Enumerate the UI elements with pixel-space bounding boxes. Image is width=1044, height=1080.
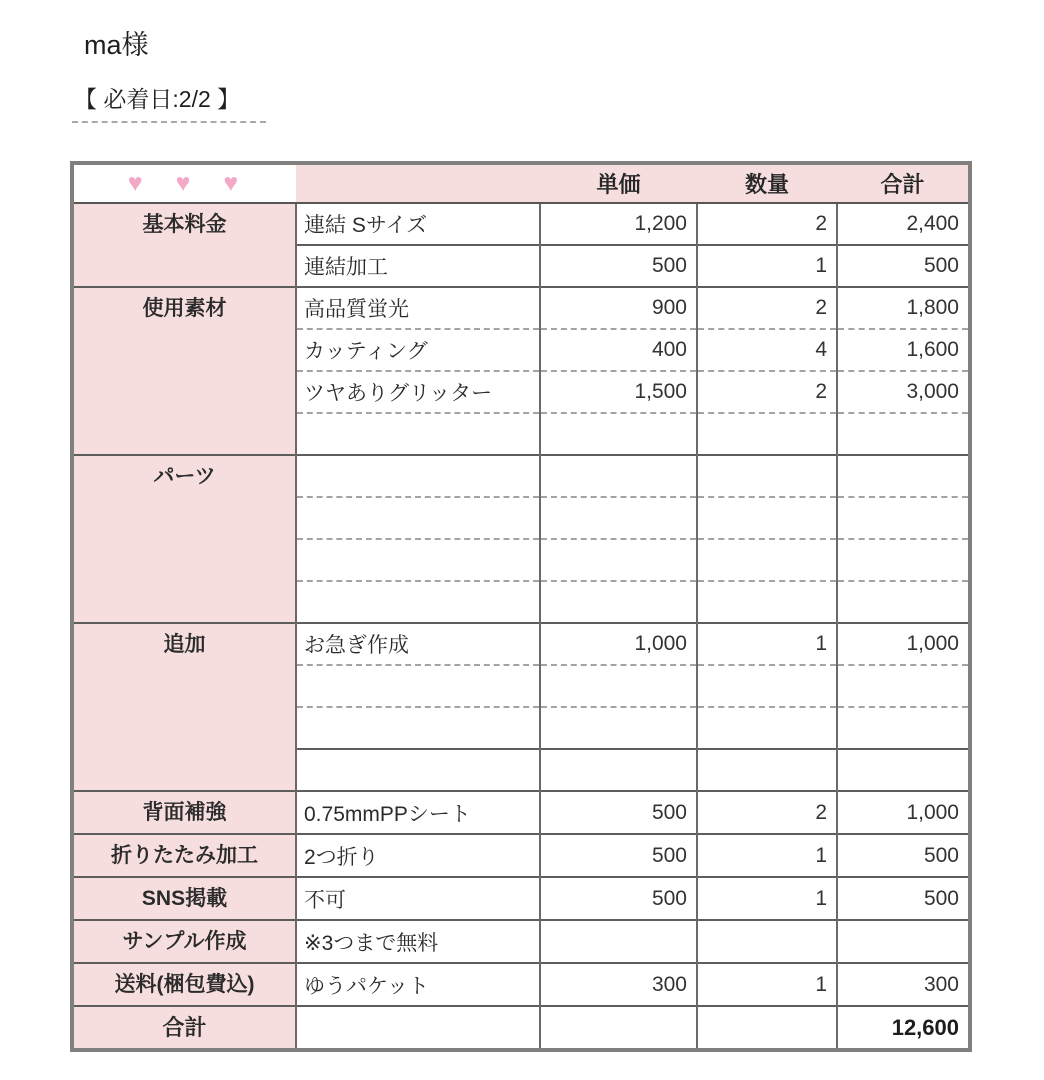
total-cell: 1,000 [837,623,970,665]
item-cell: 2つ折り [296,834,540,877]
qty-cell: 1 [697,877,837,920]
qty-cell [697,413,837,455]
unit-price-cell: 1,500 [540,371,697,413]
grand-total-row [72,1006,970,1050]
item-cell: 連結加工 [296,245,540,287]
table-row [72,287,970,329]
total-cell [837,665,970,707]
category-cell: サンプル作成 [72,920,296,963]
category-cell: 使用素材 [72,287,296,455]
unit-price-cell: 500 [540,877,697,920]
table-header-row [72,163,970,203]
item-cell: お急ぎ作成 [296,623,540,665]
item-cell [296,749,540,791]
unit-price-cell: 500 [540,791,697,834]
total-cell [837,455,970,497]
total-cell [837,920,970,963]
table-row [72,203,970,245]
total-cell [837,539,970,581]
item-cell: ※3つまで無料 [296,920,540,963]
unit-price-cell: 500 [540,834,697,877]
total-cell: 3,000 [837,371,970,413]
total-cell: 300 [837,963,970,1006]
item-cell [296,413,540,455]
deadline-date: 【 必着日:2/2 】 [72,84,266,123]
qty-cell [697,707,837,749]
unit-price-cell [540,665,697,707]
table-row [72,963,970,1006]
table-row [72,877,970,920]
qty-cell: 2 [697,203,837,245]
table-row [72,834,970,877]
unit-price-cell [540,413,697,455]
col-header-qty: 数量 [697,163,837,203]
item-cell: 連結 Sサイズ [296,203,540,245]
category-cell: SNS掲載 [72,877,296,920]
qty-cell [697,539,837,581]
price-table-body [72,203,970,1050]
qty-cell [697,497,837,539]
item-cell [296,665,540,707]
unit-price-cell: 1,200 [540,203,697,245]
unit-price-cell [540,539,697,581]
table-row [72,455,970,497]
unit-price-cell [540,749,697,791]
item-cell [296,581,540,623]
col-header-unit-price: 単価 [540,163,697,203]
unit-price-cell: 1,000 [540,623,697,665]
unit-price-cell [540,455,697,497]
qty-cell [697,665,837,707]
heart-icon: ♥ ♥ ♥ [127,169,243,197]
item-cell [296,539,540,581]
item-cell: 高品質蛍光 [296,287,540,329]
qty-cell: 2 [697,371,837,413]
grand-total-label: 合計 [72,1006,296,1050]
qty-cell: 1 [697,963,837,1006]
item-cell: ツヤありグリッター [296,371,540,413]
qty-cell [697,920,837,963]
unit-price-cell: 300 [540,963,697,1006]
category-cell: 背面補強 [72,791,296,834]
unit-price-cell: 900 [540,287,697,329]
qty-cell: 4 [697,329,837,371]
unit-price-cell: 500 [540,245,697,287]
item-cell: ゆうパケット [296,963,540,1006]
total-cell: 500 [837,245,970,287]
total-cell: 2,400 [837,203,970,245]
qty-cell: 1 [697,834,837,877]
unit-price-cell [540,1006,697,1050]
qty-cell [697,1006,837,1050]
category-cell: 追加 [72,623,296,791]
total-cell [837,707,970,749]
item-cell: 不可 [296,877,540,920]
category-cell: 送料(梱包費込) [72,963,296,1006]
qty-cell: 2 [697,287,837,329]
hearts-header-cell [72,163,296,203]
table-row [72,791,970,834]
total-cell [837,497,970,539]
total-cell: 500 [837,877,970,920]
qty-cell: 1 [697,245,837,287]
qty-cell [697,749,837,791]
total-cell [837,413,970,455]
qty-cell [697,581,837,623]
col-header-total: 合計 [837,163,970,203]
item-cell [296,455,540,497]
total-cell [837,581,970,623]
col-header-item [296,163,540,203]
qty-cell [697,455,837,497]
unit-price-cell [540,707,697,749]
unit-price-cell [540,581,697,623]
grand-total-value: 12,600 [837,1006,970,1050]
item-cell: 0.75mmPPシート [296,791,540,834]
unit-price-cell: 400 [540,329,697,371]
total-cell: 1,800 [837,287,970,329]
unit-price-cell [540,497,697,539]
qty-cell: 2 [697,791,837,834]
qty-cell: 1 [697,623,837,665]
item-cell [296,1006,540,1050]
category-cell: 基本料金 [72,203,296,287]
customer-name: ma様 [84,30,149,60]
unit-price-cell [540,920,697,963]
total-cell [837,749,970,791]
category-cell: パーツ [72,455,296,623]
item-cell [296,707,540,749]
item-cell [296,497,540,539]
category-cell: 折りたたみ加工 [72,834,296,877]
item-cell: カッティング [296,329,540,371]
price-table [70,161,972,1052]
table-row [72,920,970,963]
total-cell: 1,000 [837,791,970,834]
total-cell: 500 [837,834,970,877]
table-row [72,623,970,665]
total-cell: 1,600 [837,329,970,371]
